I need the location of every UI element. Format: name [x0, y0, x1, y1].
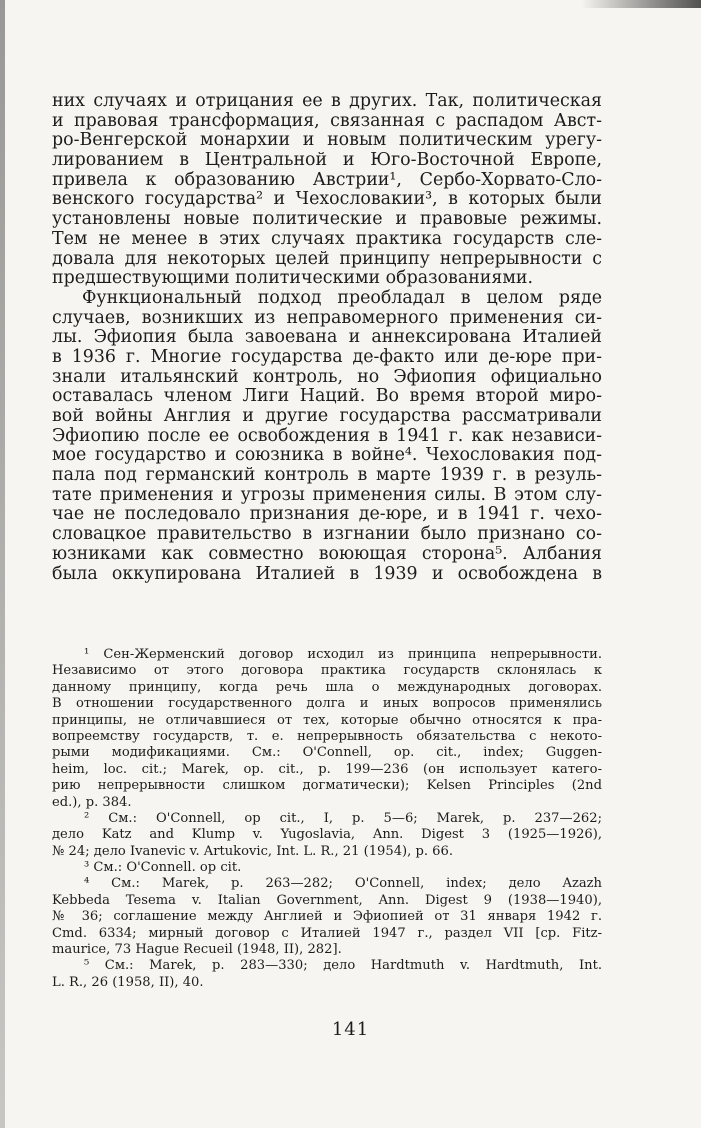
scan-artifact	[581, 0, 701, 8]
footnote-line: рыми модификациями. См.: O'Connell, op. cit., index; Guggen-	[52, 745, 602, 761]
main-text-line: в 1936 г. Многие государства де-факто или де-юре при-	[52, 346, 602, 367]
footnote-line: вопреемству государств, т. е. непрерывность обязательства с некото-	[52, 728, 602, 744]
main-text-line: Тем не менее в этих случаях практика государств сле-	[52, 228, 602, 249]
main-text-line: юзниками как совместно воюющая сторона⁵. Албания	[52, 543, 602, 564]
footnote-line: ed.), p. 384.	[52, 794, 132, 810]
footnote-line: ¹ Сен-Жерменский договор исходил из принципа непрерывности.	[84, 647, 602, 662]
main-text-line: пала под германский контроль в марте 1939 г. в резуль-	[52, 465, 602, 486]
footnote-line: L. R., 26 (1958, II), 40.	[52, 974, 204, 990]
main-text-line: словацкое правительство в изгнании было признано со-	[52, 524, 602, 545]
main-text-line: тате применения и угрозы применения силы. В этом слу-	[52, 484, 602, 505]
footnote-line: Cmd. 6334; мирный договор с Италией 1947 г., раздел VII [ср. Fitz-	[52, 925, 602, 941]
main-text-line: привела к образованию Австрии¹, Сербо-Хорвато-Сло-	[52, 169, 602, 190]
main-text-line: лы. Эфиопия была завоевана и аннексирована Италией	[52, 327, 602, 348]
main-text-line: знали итальянский контроль, но Эфиопия официально	[52, 366, 602, 387]
main-text-line: венского государства² и Чехословакии³, в которых были	[52, 189, 602, 210]
footnotes	[52, 647, 602, 991]
main-text-line: Функциональный подход преобладал в целом ряде	[82, 287, 602, 308]
footnote-line: Независимо от этого договора практика государств склонялась к	[52, 663, 602, 679]
main-text-line: Эфиопию после ее освобождения в 1941 г. как независи-	[52, 425, 602, 446]
main-text-line: них случаях и отрицания ее в других. Так, политическая	[52, 91, 602, 111]
footnote-line: принципы, не отличавшиеся от тех, которые обычно относятся к пра-	[52, 712, 602, 728]
main-text-line: предшествующими политическими образованиями.	[52, 268, 534, 289]
footnote-line: ⁵ См.: Marek, p. 283—330; дело Hardtmuth v. Hardtmuth, Int.	[84, 958, 602, 974]
footnote-line: В отношении государственного долга и иных вопросов применялись	[52, 696, 602, 712]
page-edge-shadow	[0, 0, 5, 1128]
main-text-line: лированием в Центральной и Юго-Восточной Европе,	[52, 150, 602, 171]
footnote-line: maurice, 73 Hague Recueil (1948, II), 282].	[52, 942, 342, 958]
main-text	[52, 92, 602, 584]
footnote-line: ² См.: O'Connell, op cit., I, p. 5—6; Marek, p. 237—262;	[84, 810, 602, 826]
footnote-line: данному принципу, когда речь шла о международных договорах.	[52, 679, 602, 695]
main-text-line: была оккупирована Италией в 1939 и освобождена в	[52, 563, 602, 584]
footnote-line: Kebbeda Tesema v. Italian Government, Ann. Digest 9 (1938—1940),	[52, 892, 602, 908]
footnote-line: дело Katz and Klump v. Yugoslavia, Ann. Digest 3 (1925—1926),	[52, 827, 602, 843]
footnote-line: рию непрерывности слишком догматически); Kelsen Principles (2nd	[52, 778, 602, 794]
main-text-line: мое государство и союзника в войне⁴. Чехословакия под-	[52, 445, 602, 466]
footnote-line: ⁴ См.: Marek, p. 263—282; O'Connell, index; дело Azazh	[84, 876, 602, 892]
main-text-line: ро-Венгерской монархии и новым политическим урегу-	[52, 130, 602, 151]
main-text-line: довала для некоторых целей принципу непрерывности с	[52, 248, 602, 269]
footnote-line: heim, loc. cit.; Marek, op. cit., p. 199—236 (он использует катего-	[52, 761, 602, 777]
main-text-line: установлены новые политические и правовые режимы.	[52, 209, 602, 230]
footnote-line: ³ См.: O'Connell. op cit.	[84, 860, 242, 876]
main-text-line: и правовая трансформация, связанная с распадом Авст-	[52, 110, 602, 131]
main-text-line: случаев, возникших из неправомерного применения си-	[52, 307, 602, 328]
footnote-line: № 36; соглашение между Англией и Эфиопией от 31 января 1942 г.	[52, 909, 602, 925]
main-text-line: оставалась членом Лиги Наций. Во время второй миро-	[52, 386, 602, 407]
footnote-line: № 24; дело Ivanevic v. Artukovic, Int. L. R., 21 (1954), p. 66.	[52, 843, 454, 859]
main-text-line: вой войны Англия и другие государства рассматривали	[52, 406, 602, 426]
page-number: 141	[331, 1019, 370, 1040]
main-text-line: чае не последовало признания де-юре, и в 1941 г. чехо-	[52, 504, 602, 525]
